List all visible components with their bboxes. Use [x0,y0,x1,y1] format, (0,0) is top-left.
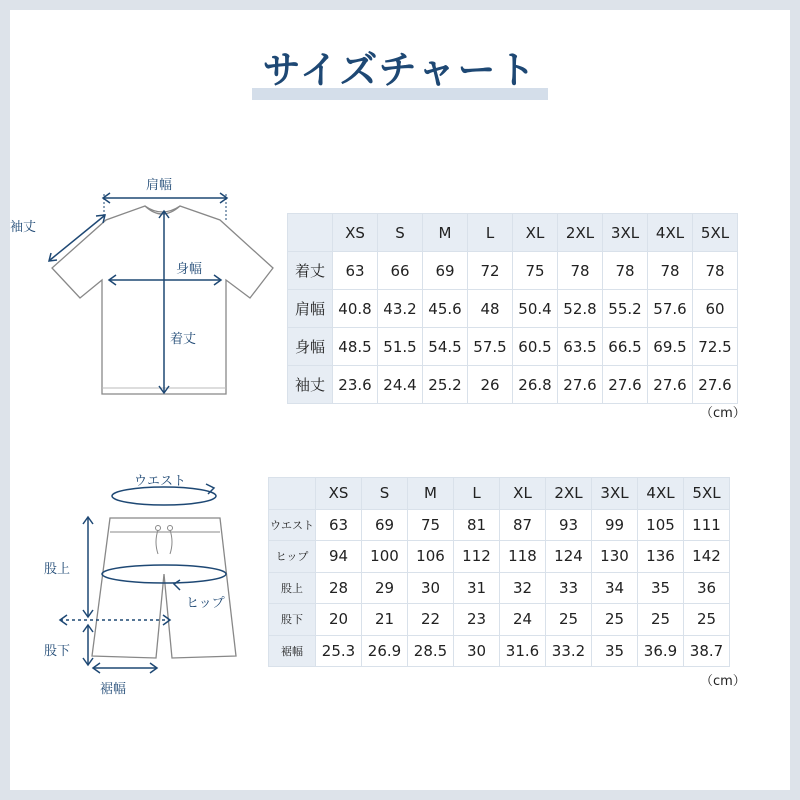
row-label: 袖丈 [288,366,333,404]
table-cell: 35 [638,572,684,604]
table-cell: 34 [592,572,638,604]
table-row [288,328,738,366]
table-cell: 23.6 [333,366,378,404]
table-cell: 78 [693,252,738,290]
table-cell: 25 [546,604,592,636]
table-cell: 26 [468,366,513,404]
table-cell: 60 [693,290,738,328]
table-cell: 69 [362,509,408,541]
table-cell: 75 [513,252,558,290]
table-cell: 66.5 [603,328,648,366]
size-column-header: 2XL [558,214,603,252]
table-cell: 22 [408,604,454,636]
table-row [269,635,730,667]
tshirt-illustration [30,170,280,410]
size-column-header: 3XL [592,478,638,510]
table-row [269,509,730,541]
table-cell: 27.6 [558,366,603,404]
rise-label: 股上 [44,562,71,577]
size-column-header: L [454,478,500,510]
table-corner-cell [288,214,333,252]
table-cell: 28 [316,572,362,604]
shorts-diagram [30,462,270,702]
table-cell: 78 [558,252,603,290]
table-cell: 50.4 [513,290,558,328]
row-label: 肩幅 [288,290,333,328]
table-cell: 36 [684,572,730,604]
table-cell: 20 [316,604,362,636]
table-cell: 33.2 [546,635,592,667]
table-cell: 72 [468,252,513,290]
table-cell: 136 [638,541,684,573]
row-label: 股上 [269,572,316,604]
sleeve-label: 袖丈 [10,220,37,235]
size-column-header: 3XL [603,214,648,252]
hem-label: 裾幅 [100,682,127,697]
table-cell: 32 [500,572,546,604]
table-cell: 69 [423,252,468,290]
table-cell: 63 [333,252,378,290]
table-cell: 112 [454,541,500,573]
table-cell: 30 [408,572,454,604]
table-cell: 36.9 [638,635,684,667]
size-column-header: XS [333,214,378,252]
table-cell: 23 [454,604,500,636]
table-cell: 27.6 [648,366,693,404]
table-cell: 57.5 [468,328,513,366]
table-row [288,290,738,328]
table-header-row [269,478,730,510]
row-label: 裾幅 [269,635,316,667]
title-block [252,44,548,100]
table-cell: 25 [684,604,730,636]
table-cell: 69.5 [648,328,693,366]
table-cell: 40.8 [333,290,378,328]
table-cell: 43.2 [378,290,423,328]
shorts-illustration [30,462,270,702]
hip-label: ヒップ [186,596,225,611]
table-row [288,252,738,290]
table-cell: 52.8 [558,290,603,328]
size-column-header: 5XL [684,478,730,510]
table-cell: 45.6 [423,290,468,328]
inseam-label: 股下 [44,644,71,659]
table-cell: 25.2 [423,366,468,404]
table-cell: 94 [316,541,362,573]
table-cell: 105 [638,509,684,541]
table-cell: 31 [454,572,500,604]
size-column-header: 5XL [693,214,738,252]
table-cell: 81 [454,509,500,541]
table-cell: 31.6 [500,635,546,667]
table-cell: 66 [378,252,423,290]
row-label: ウエスト [269,509,316,541]
length-label: 着丈 [170,332,197,347]
table-cell: 72.5 [693,328,738,366]
table-corner-cell [269,478,316,510]
table-cell: 99 [592,509,638,541]
table-cell: 35 [592,635,638,667]
size-column-header: M [408,478,454,510]
size-column-header: 2XL [546,478,592,510]
table-cell: 100 [362,541,408,573]
size-column-header: XS [316,478,362,510]
table-cell: 26.9 [362,635,408,667]
table-cell: 87 [500,509,546,541]
table-cell: 111 [684,509,730,541]
table-cell: 24 [500,604,546,636]
waist-label: ウエスト [134,474,187,489]
shorts-size-table [268,477,730,667]
table-cell: 55.2 [603,290,648,328]
table-cell: 24.4 [378,366,423,404]
size-column-header: 4XL [638,478,684,510]
shorts-unit-label: （cm） [700,674,746,689]
table-cell: 48.5 [333,328,378,366]
table-cell: 38.7 [684,635,730,667]
table-cell: 25 [638,604,684,636]
table-cell: 63 [316,509,362,541]
table-cell: 21 [362,604,408,636]
table-cell: 30 [454,635,500,667]
tshirt-diagram [10,170,280,410]
table-cell: 78 [648,252,693,290]
table-cell: 93 [546,509,592,541]
tshirt-size-table [287,213,738,404]
body-width-label: 身幅 [176,262,203,277]
table-cell: 106 [408,541,454,573]
table-cell: 78 [603,252,648,290]
row-label: 身幅 [288,328,333,366]
table-cell: 29 [362,572,408,604]
table-cell: 60.5 [513,328,558,366]
size-column-header: L [468,214,513,252]
table-row [269,572,730,604]
page-title: サイズチャート [262,48,538,92]
table-cell: 118 [500,541,546,573]
table-cell: 142 [684,541,730,573]
table-cell: 27.6 [603,366,648,404]
table-row [288,366,738,404]
table-cell: 25.3 [316,635,362,667]
table-cell: 130 [592,541,638,573]
table-cell: 54.5 [423,328,468,366]
table-cell: 51.5 [378,328,423,366]
row-label: 着丈 [288,252,333,290]
shirt-unit-label: （cm） [700,406,746,421]
table-cell: 26.8 [513,366,558,404]
size-column-header: 4XL [648,214,693,252]
table-cell: 28.5 [408,635,454,667]
table-row [269,541,730,573]
table-row [269,604,730,636]
table-cell: 124 [546,541,592,573]
table-header-row [288,214,738,252]
size-column-header: S [378,214,423,252]
size-column-header: M [423,214,468,252]
shoulder-label: 肩幅 [146,178,173,193]
row-label: 股下 [269,604,316,636]
size-column-header: XL [513,214,558,252]
size-column-header: S [362,478,408,510]
size-column-header: XL [500,478,546,510]
table-cell: 57.6 [648,290,693,328]
table-cell: 33 [546,572,592,604]
table-cell: 25 [592,604,638,636]
table-cell: 48 [468,290,513,328]
table-cell: 63.5 [558,328,603,366]
table-cell: 75 [408,509,454,541]
table-cell: 27.6 [693,366,738,404]
row-label: ヒップ [269,541,316,573]
